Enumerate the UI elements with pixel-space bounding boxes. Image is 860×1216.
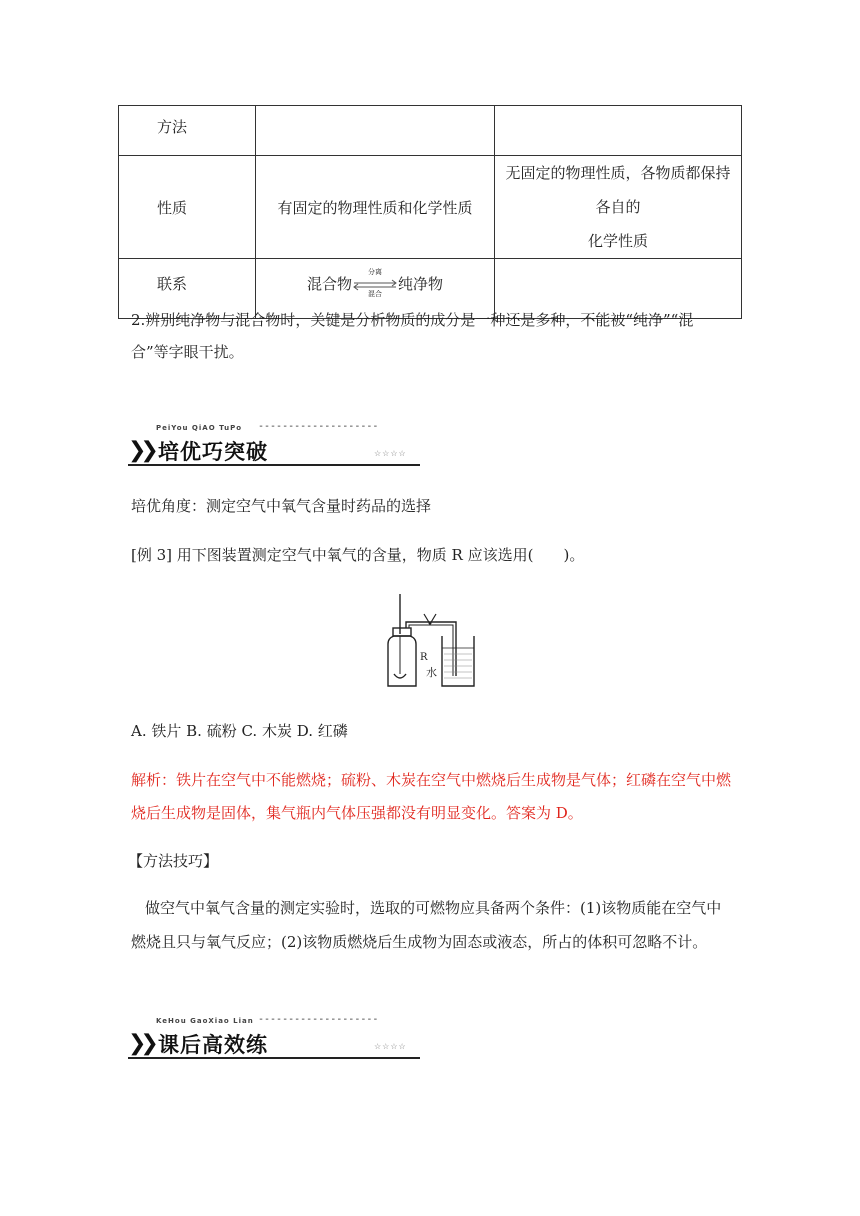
cell-property-mixture xyxy=(495,156,742,259)
section-banner-peiyou xyxy=(128,421,420,468)
banner-underline xyxy=(128,1057,420,1059)
arrow-over-text: 分离 xyxy=(368,268,382,276)
figure-label-r: R xyxy=(420,652,428,663)
table-row xyxy=(119,156,742,259)
comparison-table xyxy=(118,105,742,319)
row-label-property: 性质 xyxy=(119,156,256,259)
method-line: 做空气中氧气含量的测定实验时，选取的可燃物应具备两个条件：(1)该物质能在空气中 xyxy=(145,899,722,917)
cell-property-pure: 有固定的物理性质和化学性质 xyxy=(256,156,495,259)
chevron-icon: ❯❯ xyxy=(128,438,153,463)
star-rating-icon: ☆☆☆☆ xyxy=(374,449,407,458)
apparatus-figure xyxy=(380,592,480,692)
analysis-line: 解析：铁片在空气中不能燃烧；硫粉、木炭在空气中燃烧后生成物是气体；红磷在空气中燃 xyxy=(131,771,732,789)
table-row xyxy=(119,106,742,156)
analysis-line: 烧后生成物是固体，集气瓶内气体压强都没有明显变化。答案为 D。 xyxy=(131,804,583,822)
chevron-icon: ❯❯ xyxy=(128,1031,153,1056)
cell-method-mixture xyxy=(495,106,742,156)
banner-dash-line: -------------------- xyxy=(258,1014,379,1025)
star-rating-icon: ☆☆☆☆ xyxy=(374,1042,407,1051)
answer-options: A. 铁片 B. 硫粉 C. 木炭 D. 红磷 xyxy=(131,722,348,740)
angle-text: 培优角度：测定空气中氧气含量时药品的选择 xyxy=(131,497,432,515)
banner-title: 培优巧突破 xyxy=(158,440,268,464)
relation-pure: 纯净物 xyxy=(398,275,444,293)
row-label-method: 方法 xyxy=(119,106,256,156)
cell-text-line: 化学性质 xyxy=(587,232,648,250)
banner-pinyin: KeHou GaoXiao Lian xyxy=(156,1017,254,1025)
figure-label-water: 水 xyxy=(426,666,437,679)
banner-pinyin: PeiYou QiAO TuPo xyxy=(156,424,243,432)
banner-underline xyxy=(128,464,420,466)
method-heading: 【方法技巧】 xyxy=(128,852,219,870)
method-line: 燃烧且只与氧气反应；(2)该物质燃烧后生成物为固态或液态，所占的体积可忽略不计。 xyxy=(131,933,708,951)
note-line: 合”等字眼干扰。 xyxy=(131,343,244,361)
relation-mixture: 混合物 xyxy=(306,275,352,293)
note-line: 2.辨别纯净物与混合物时，关键是分析物质的成分是一种还是多种，不能被“纯净”“混 xyxy=(131,311,694,329)
relation-arrow xyxy=(352,268,398,298)
example-question: [例 3] 用下图装置测定空气中氧气的含量，物质 R 应该选用( )。 xyxy=(131,546,585,564)
row-label-text: 联系 xyxy=(157,275,188,293)
cell-method-pure xyxy=(256,106,495,156)
banner-title: 课后高效练 xyxy=(158,1033,268,1057)
cell-text-line: 无固定的物理性质，各物质都保持各自的 xyxy=(505,164,731,216)
arrow-under-text: 混合 xyxy=(368,290,382,298)
relation-formula xyxy=(306,268,444,298)
section-banner-kehou xyxy=(128,1014,420,1061)
banner-dash-line: -------------------- xyxy=(258,421,379,432)
